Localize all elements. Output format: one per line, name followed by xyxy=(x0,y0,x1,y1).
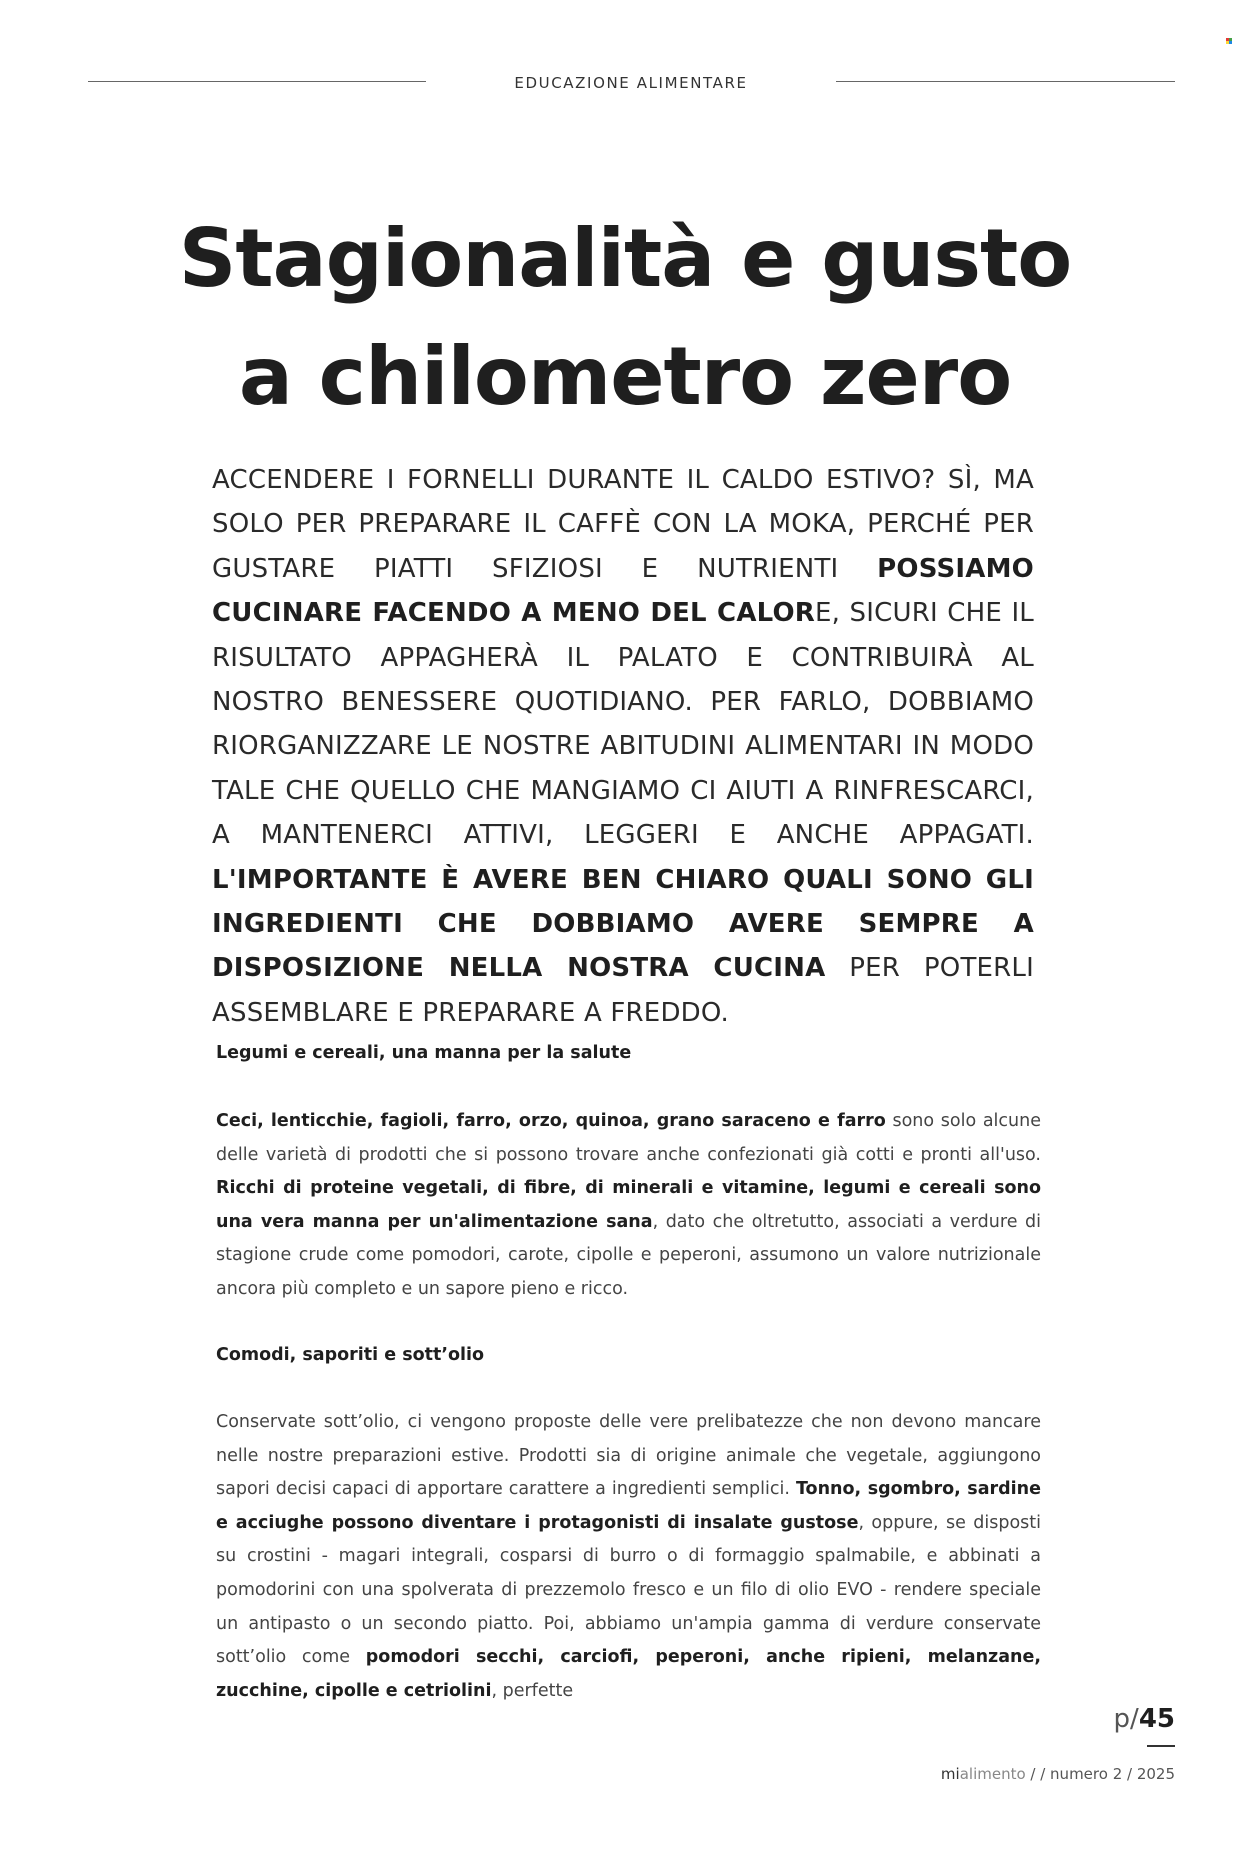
title-line-2: a chilometro zero xyxy=(238,330,1012,423)
header-rule-left xyxy=(88,81,426,82)
body-highlight: Ceci, lenticchie, fagioli, farro, orzo, quinoa, grano saraceno e farro xyxy=(216,1111,886,1131)
intro-highlight: POSSIAMO CUCINARE FACENDO A MENO DEL CALOR xyxy=(212,553,1034,629)
section-paragraph-preserves xyxy=(216,1406,1041,1708)
section-paragraph-legumes xyxy=(216,1105,1041,1307)
body-text: Conservate sott’olio, ci vengono proposte delle vere prelibatezze che non devono mancare nelle nostre preparazioni estive. Prodotti sia di origine animale che vegetale, aggiungono sapori decisi capaci di apportare carattere a ingredienti semplici. xyxy=(216,1412,1041,1500)
body-text: sono solo alcune delle varietà di prodotti che si possono trovare anche confezionati già cotti e pronti all'uso. xyxy=(216,1111,1041,1165)
section-heading-preserves: Comodi, saporiti e sott’olio xyxy=(216,1345,485,1365)
section-label: EDUCAZIONE ALIMENTARE xyxy=(514,74,748,92)
page-number-value: 45 xyxy=(1138,1704,1175,1734)
intro-text: PER POTERLI ASSEMBLARE E PREPARARE A FREDDO. xyxy=(212,953,1034,1028)
body-text: , perfette xyxy=(491,1680,574,1701)
section-heading-legumes: Legumi e cereali, una manna per la salute xyxy=(216,1043,632,1063)
body-text: , oppure, se disposti su crostini - magari integrali, cosparsi di burro o di formaggio spalmabile, e abbinati a pomodorini con una spolverata di prezzemolo fresco e un filo di olio EVO - rendere speciale un antipasto o un secondo piatto. Poi, abbiamo un'ampia gamma di verdure conservate sott’olio come xyxy=(216,1512,1041,1668)
intro-paragraph xyxy=(212,458,1034,1035)
article-title xyxy=(150,200,1100,436)
body-text: , dato che oltretutto, associati a verdure di stagione crude come pomodori, carote, cipolle e peperoni, assumono un valore nutrizionale ancora più completo e un sapore pieno e ricco. xyxy=(216,1211,1041,1299)
intro-highlight: L'IMPORTANTE È AVERE BEN CHIARO QUALI SONO GLI INGREDIENTI CHE DOBBIAMO AVERE SEMPRE A DISPOSIZIONE NELLA NOSTRA CUCINA xyxy=(212,864,1034,984)
magazine-footer xyxy=(880,1765,1175,1783)
title-line-1: Stagionalità e gusto xyxy=(178,212,1072,305)
body-highlight: pomodori secchi, carciofi, peperoni, anche ripieni, melanzane, zucchine, cipolle e cetriolini xyxy=(216,1647,1041,1701)
body-highlight: Ricchi di proteine vegetali, di fibre, di minerali e vitamine, legumi e cereali sono una vera manna per un'alimentazione sana xyxy=(216,1178,1041,1232)
page-prefix: p/ xyxy=(1113,1704,1139,1734)
corner-color-mark xyxy=(1226,38,1232,44)
page-number-rule xyxy=(1147,1745,1175,1747)
body-highlight: Tonno, sgombro, sardine e acciughe possono diventare i protagonisti di insalate gustose xyxy=(216,1479,1041,1533)
magazine-name-part1: mi xyxy=(940,1765,960,1783)
page-number xyxy=(1080,1704,1175,1734)
intro-text: E, SICURI CHE IL RISULTATO APPAGHERÀ IL PALATO E CONTRIBUIRÀ AL NOSTRO BENESSERE QUOTIDIANO. PER FARLO, DOBBIAMO RIORGANIZZARE LE NOSTRE ABITUDINI ALIMENTARI IN MODO TALE CHE QUELLO CHE MANGIAMO CI AIUTI A RINFRESCARCI, A MANTENERCI ATTIVI, LEGGERI E ANCHE APPAGATI. xyxy=(212,598,1034,851)
magazine-name-part2: alimento xyxy=(959,1765,1026,1783)
issue-info: / / numero 2 / 2025 xyxy=(1025,1765,1175,1783)
header-rule-right xyxy=(836,81,1175,82)
intro-text: ACCENDERE I FORNELLI DURANTE IL CALDO ESTIVO? SÌ, MA SOLO PER PREPARARE IL CAFFÈ CON LA MOKA, PERCHÉ PER GUSTARE PIATTI SFIZIOSI E NUTRIENTI xyxy=(212,465,1034,584)
